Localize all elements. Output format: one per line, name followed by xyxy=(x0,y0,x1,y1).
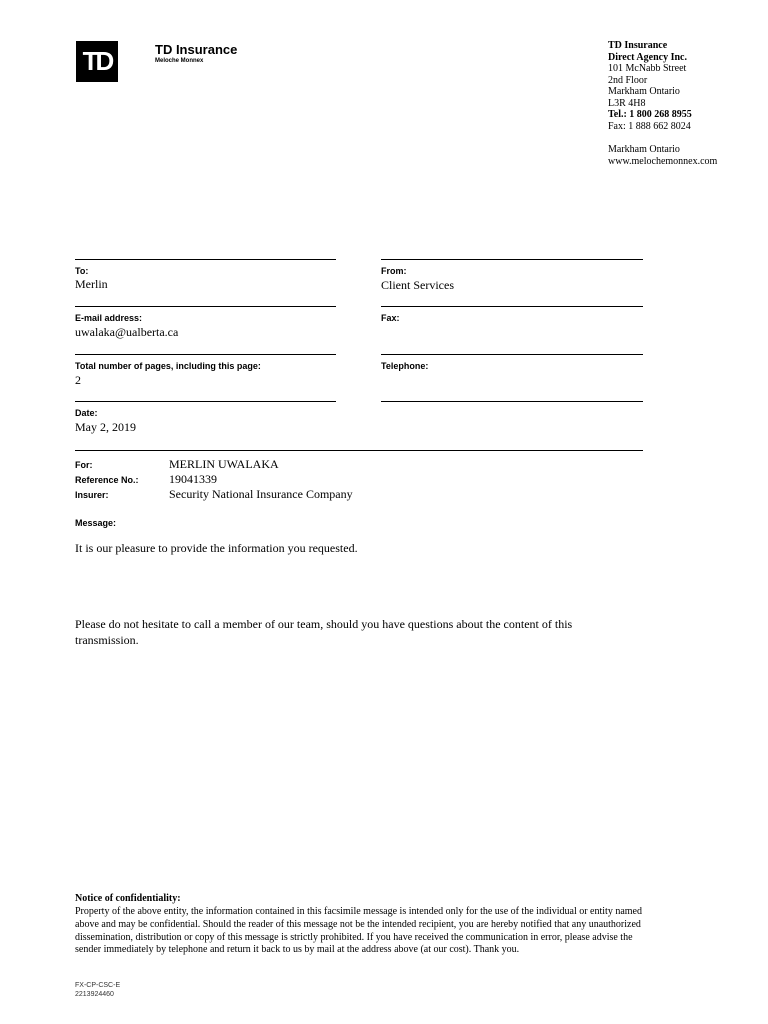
divider xyxy=(381,259,643,260)
from-value: Client Services xyxy=(381,278,454,292)
pages-label: Total number of pages, including this page: xyxy=(75,361,261,371)
address-line: L3R 4H8 xyxy=(608,97,646,109)
brand-name: TD Insurance xyxy=(155,42,238,57)
address-tel: Tel.: 1 800 268 8955 xyxy=(608,109,692,120)
notice-title: Notice of confidentiality: xyxy=(75,893,181,904)
divider xyxy=(381,401,643,402)
td-logo: TD xyxy=(76,41,118,82)
email-label: E-mail address: xyxy=(75,313,143,323)
sender-address xyxy=(608,40,717,167)
brand-subtitle: Meloche Monnex xyxy=(155,58,204,64)
address-line: 101 McNabb Street xyxy=(608,63,687,74)
reference-label: Reference No.: xyxy=(75,475,139,485)
address-line: Direct Agency Inc. xyxy=(608,51,687,63)
reference-value: 19041339 xyxy=(169,472,217,486)
address-line: Markham Ontario xyxy=(608,86,680,97)
insurer-value: Security National Insurance Company xyxy=(169,487,353,501)
notice-body: Property of the above entity, the information contained in this facsimile message is intended only for the use of the individual or entity named above and may be confidential. Should the reader of this message not be the intended recipient, you are hereby notified that any unauthorized dissemination, distribution or copy of this message is strictly prohibited. If you have received the communication in error, please advise the sender immediately by telephone and return it back to us by mail at the address above (at our cost). Thank you. xyxy=(75,906,642,956)
divider xyxy=(75,401,336,402)
divider xyxy=(75,450,643,451)
form-code: FX-CP-CSC-E xyxy=(75,982,121,989)
for-value: MERLIN UWALAKA xyxy=(169,457,279,471)
divider xyxy=(75,306,336,307)
message-label: Message: xyxy=(75,518,117,528)
message-paragraph: Please do not hesitate to call a member of our team, should you have questions about the content of this transmission. xyxy=(75,617,573,647)
address-fax: Fax: 1 888 662 8024 xyxy=(608,120,691,132)
message-paragraph: It is our pleasure to provide the information you requested. xyxy=(75,541,358,555)
divider xyxy=(75,354,336,355)
to-value: Merlin xyxy=(75,277,108,291)
for-label: For: xyxy=(75,460,93,470)
address-city: Markham Ontario xyxy=(608,144,680,155)
insurer-label: Insurer: xyxy=(75,490,109,500)
date-label: Date: xyxy=(75,408,98,418)
address-line: TD Insurance xyxy=(608,40,668,51)
form-number: 2213924460 xyxy=(75,991,114,998)
from-label: From: xyxy=(381,266,407,276)
divider xyxy=(381,306,643,307)
divider xyxy=(381,354,643,355)
email-value: uwalaka@ualberta.ca xyxy=(75,325,179,339)
divider xyxy=(75,259,336,260)
address-web: www.melochemonnex.com xyxy=(608,155,718,167)
to-label: To: xyxy=(75,266,89,276)
fax-label: Fax: xyxy=(381,313,400,323)
address-line: 2nd Floor xyxy=(608,74,648,86)
date-value: May 2, 2019 xyxy=(75,420,136,434)
pages-value: 2 xyxy=(75,373,81,387)
telephone-label: Telephone: xyxy=(381,361,429,371)
